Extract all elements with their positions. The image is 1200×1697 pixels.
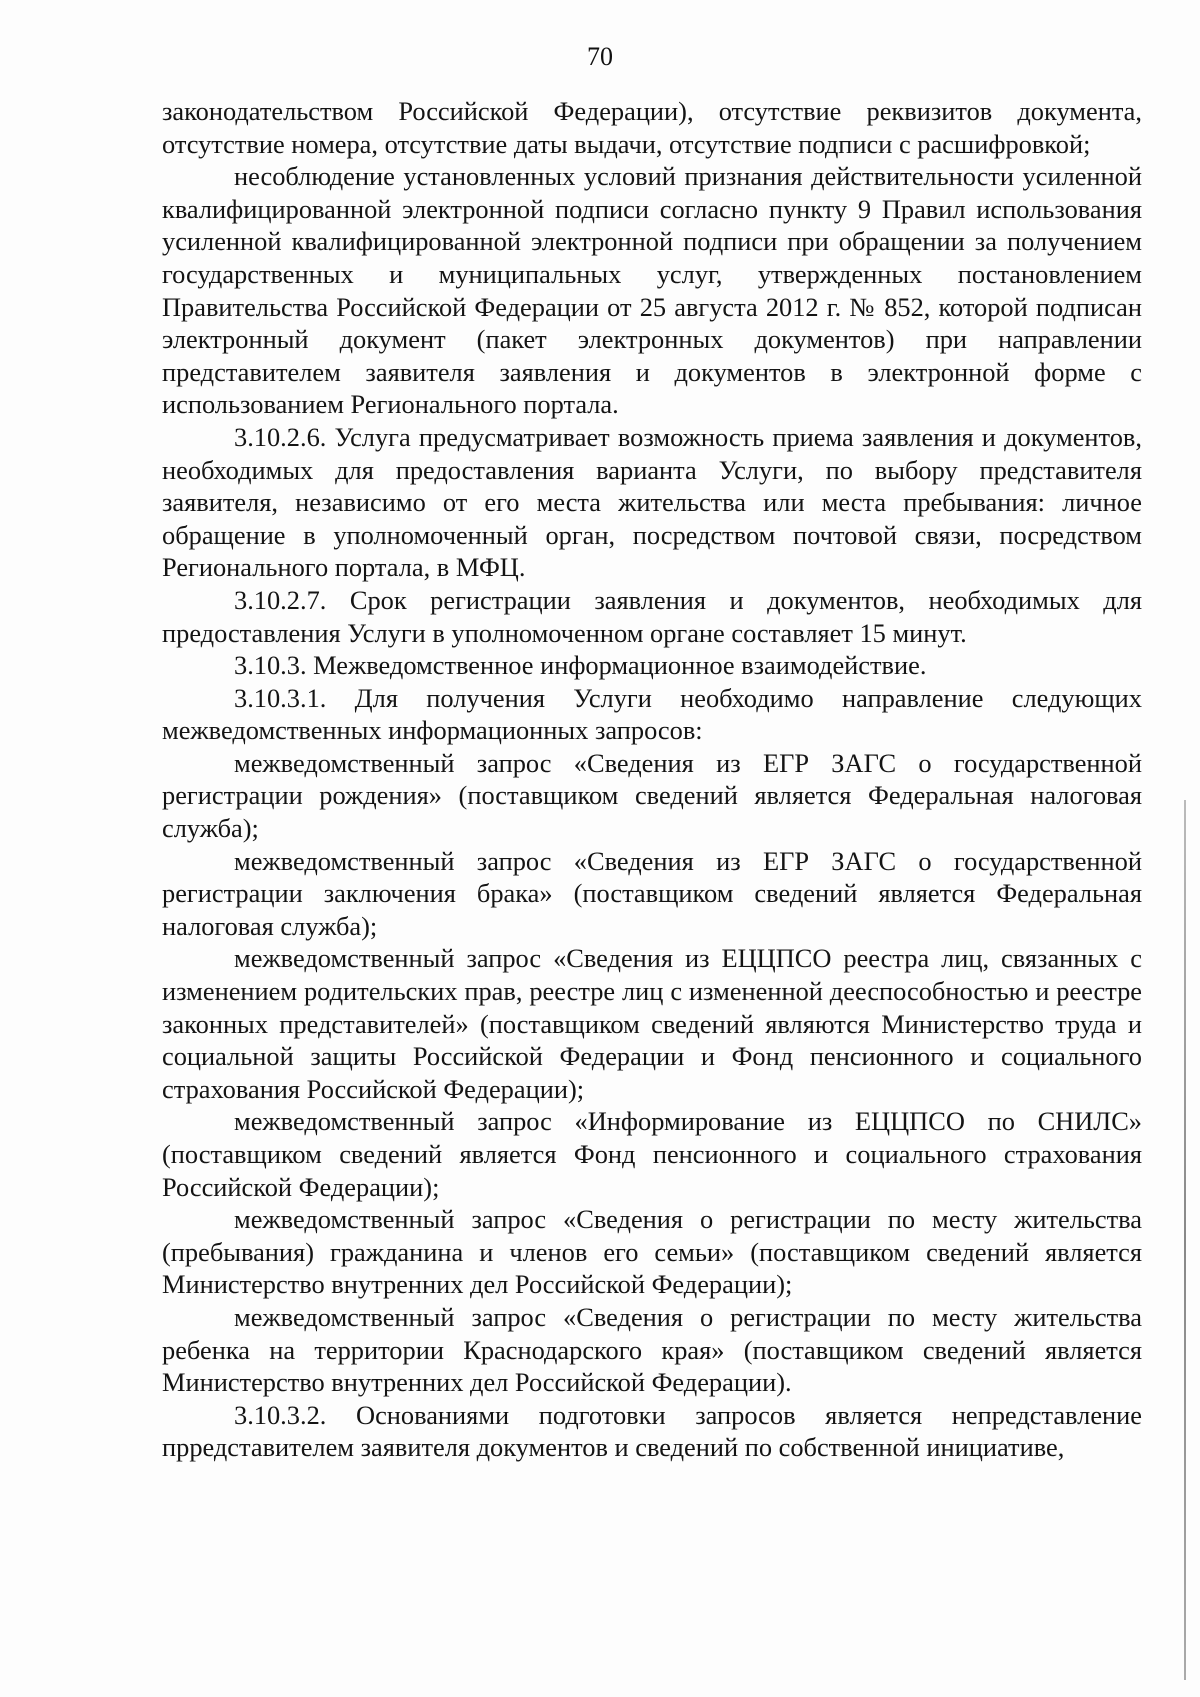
paragraph: 3.10.2.6. Услуга предусматривает возможность приема заявления и документов, необходимых для предоставления варианта Услуги, по выбору представителя заявителя, независимо от его места жительства или места пребывания: личное обращение в уполномоченный орган, посредством почтовой связи, посредством Регионального портала, в МФЦ. xyxy=(162,421,1142,583)
paragraph: 3.10.3.1. Для получения Услуги необходимо направление следующих межведомственных информационных запросов: xyxy=(162,682,1142,746)
paragraph: 3.10.3.2. Основаниями подготовки запросов является непредставление прредставителем заявителя документов и сведений по собственной инициативе, xyxy=(162,1399,1142,1463)
document-body xyxy=(162,95,1142,1464)
page-number: 70 xyxy=(587,42,613,71)
paragraph: межведомственный запрос «Сведения о регистрации по месту жительства (пребывания) гражданина и членов его семьи» (поставщиком сведений является Министерство внутренних дел Российской Федерации); xyxy=(162,1204,1142,1300)
paragraph: несоблюдение установленных условий признания действительности усиленной квалифицированной электронной подписи согласно пункту 9 Правил использования усиленной квалифицированной электронной подписи при обращении за получением государственных и муниципальных услуг, утвержденных постановлением Правительства Российской Федерации от 25 августа 2012 г. № 852, которой подписан электронный документ (пакет электронных документов) при направлении представителем заявителя заявления и документов в электронной форме с использованием Регионального портала. xyxy=(162,161,1142,420)
paragraph: 3.10.3. Межведомственное информационное взаимодействие. xyxy=(234,650,927,681)
scan-edge-line xyxy=(1184,800,1186,1680)
paragraph: межведомственный запрос «Сведения из ЕГР ЗАГС о государственной регистрации рождения» (поставщиком сведений является Федеральная налоговая служба); xyxy=(162,747,1142,844)
paragraph: межведомственный запрос «Информирование из ЕЦЦПСО по СНИЛС» (поставщиком сведений является Фонд пенсионного и социального страхования Российской Федерации); xyxy=(162,1106,1142,1202)
paragraph: межведомственный запрос «Сведения о регистрации по месту жительства ребенка на территории Краснодарского края» (поставщиком сведений является Министерство внутренних дел Российской Федерации). xyxy=(162,1301,1142,1398)
paragraph: межведомственный запрос «Сведения из ЕЦЦПСО реестра лиц, связанных с изменением родительских прав, реестре лиц с измененной дееспособностью и реестре законных представителей» (поставщиком сведений являются Министерство труда и социальной защиты Российской Федерации и Фонд пенсионного и социального страхования Российской Федерации); xyxy=(162,943,1142,1104)
paragraph: межведомственный запрос «Сведения из ЕГР ЗАГС о государственной регистрации заключения брака» (поставщиком сведений является Федеральная налоговая служба); xyxy=(162,845,1142,941)
paragraph: законодательством Российской Федерации), отсутствие реквизитов документа, отсутствие номера, отсутствие даты выдачи, отсутствие подписи с расшифровкой; xyxy=(162,96,1142,159)
paragraph: 3.10.2.7. Срок регистрации заявления и документов, необходимых для предоставления Услуги в уполномоченном органе составляет 15 минут. xyxy=(162,584,1142,648)
